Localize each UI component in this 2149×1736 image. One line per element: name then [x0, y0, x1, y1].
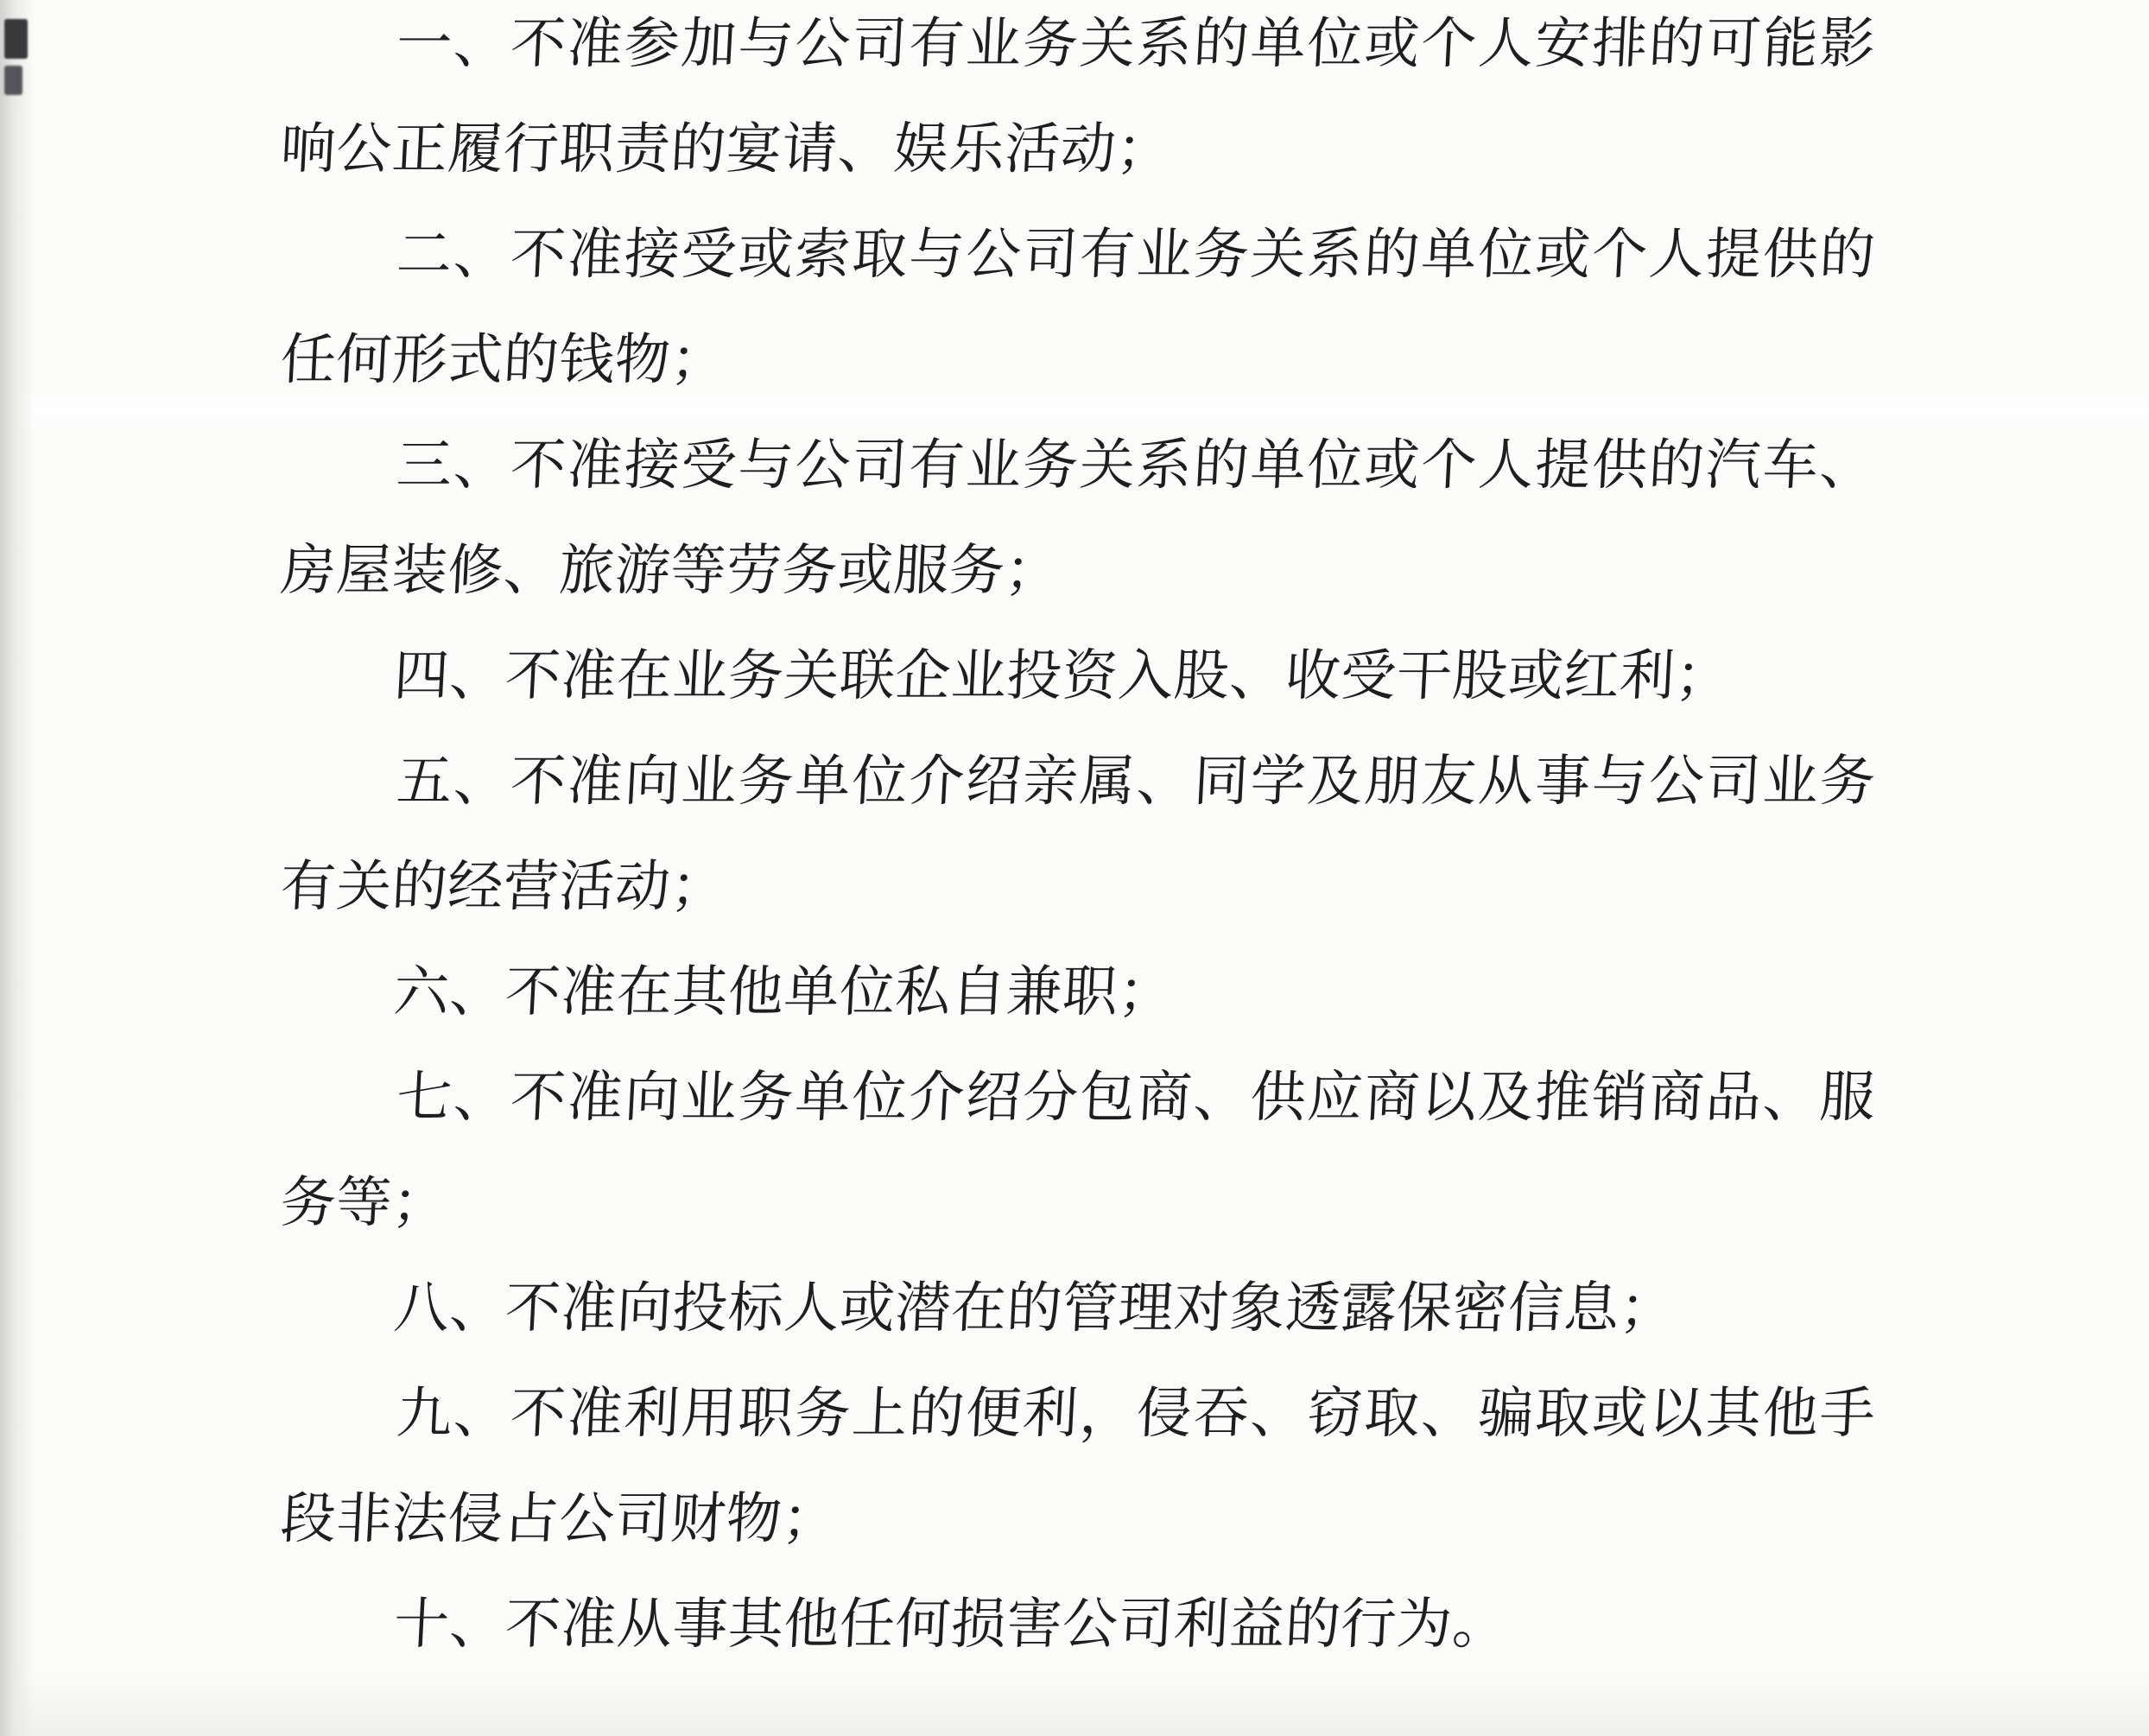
rule-paragraph-8: 八、不准向投标人或潜在的管理对象透露保密信息；	[392, 1277, 1677, 1339]
rule-paragraph-6: 六、不准在其他单位私自兼职；	[392, 961, 1176, 1023]
rule-paragraph-5: 五、不准向业务单位介绍亲属、同学及朋友从事与公司业务有关的经营活动；	[278, 751, 1878, 917]
rule-paragraph-10: 十、不准从事其他任何损害公司利益的行为。	[392, 1593, 1510, 1655]
rule-paragraph-4: 四、不准在业务关联企业投资入股、收受干股或红利；	[392, 645, 1733, 706]
rule-paragraph-2: 二、不准接受或索取与公司有业务关系的单位或个人提供的任何形式的钱物；	[278, 224, 1878, 390]
scan-edge-mark	[4, 66, 22, 95]
scan-edge-mark	[4, 19, 28, 59]
rules-text-block	[278, 0, 1878, 1677]
rule-paragraph-7: 七、不准向业务单位介绍分包商、供应商以及推销商品、服务等；	[278, 1067, 1878, 1233]
scan-edge-shadow	[0, 0, 35, 1736]
rule-paragraph-3: 三、不准接受与公司有业务关系的单位或个人提供的汽车、房屋装修、旅游等劳务或服务；	[278, 434, 1878, 601]
rule-paragraph-1: 一、不准参加与公司有业务关系的单位或个人安排的可能影响公正履行职责的宴请、娱乐活动；	[278, 13, 1878, 180]
scan-shadow-artifact	[0, 1667, 2149, 1736]
rule-paragraph-9: 九、不准利用职务上的便利，侵吞、窃取、骗取或以其他手段非法侵占公司财物；	[278, 1383, 1878, 1549]
